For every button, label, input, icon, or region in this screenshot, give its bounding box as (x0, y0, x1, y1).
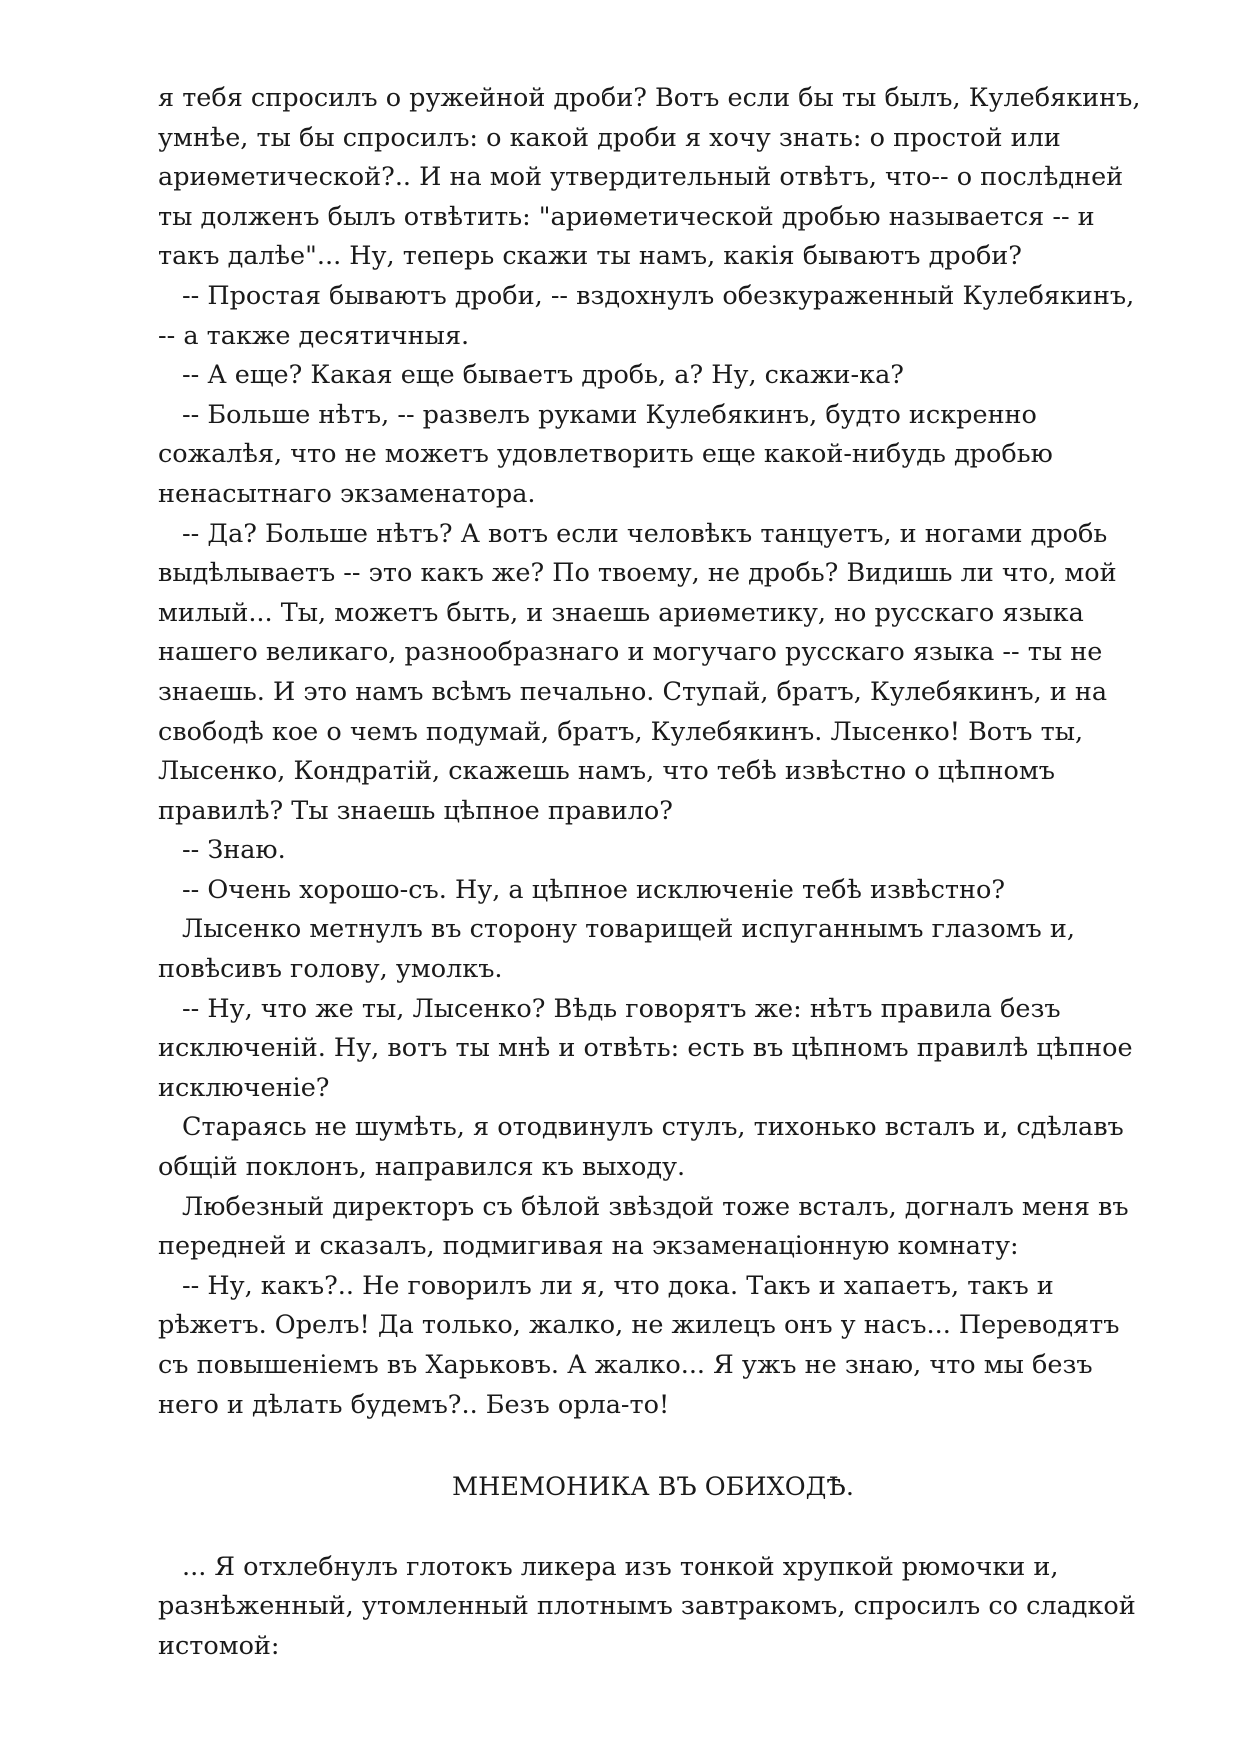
paragraph: Стараясь не шумѣть, я отодвинулъ стулъ, тихонько всталъ и, сдѣлавъ общій поклонъ, направился къ выходу. (158, 1112, 1124, 1183)
paragraph: -- Ну, что же ты, Лысенко? Вѣдь говорятъ же: нѣтъ правила безъ исключеній. Ну, вотъ ты мнѣ и отвѣть: есть въ цѣпномъ правилѣ цѣпное исключеніе? (158, 993, 1133, 1103)
paragraph: ... Я отхлебнулъ глотокъ ликера изъ тонкой хрупкой рюмочки и, разнѣженный, утомленный плотнымъ завтракомъ, спросилъ со сладкой истомой: (158, 1551, 1136, 1661)
paragraph: я тебя спросилъ о ружейной дроби? Вотъ если бы ты былъ, Кулебякинъ, умнѣе, ты бы спросилъ: о какой дроби я хочу знать: о простой или ариѳметической?.. И на мой утвердительный отвѣтъ, что-- о послѣдней ты долженъ былъ отвѣтить: "ариѳметической дробью называется -- и такъ далѣе"... Ну, теперь скажи ты намъ, какія бываютъ дроби? (158, 83, 1141, 272)
spacer (158, 1425, 1148, 1468)
spacer (158, 1508, 1148, 1548)
paragraph: -- Да? Больше нѣтъ? А вотъ если человѣкъ танцуетъ, и ногами дробь выдѣлываетъ -- это какъ же? По твоему, не дробь? Видишь ли что, мой милый... Ты, можетъ быть, и знаешь ариѳметику, но русскаго языка нашего великаго, разнообразнаго и могучаго русскаго языка -- ты не знаешь. И это намъ всѣмъ печально. Ступай, братъ, Кулебякинъ, и на свободѣ кое о чемъ подумай, братъ, Кулебякинъ. Лысенко! Вотъ ты, Лысенко, Кондратій, скажешь намъ, что тебѣ извѣстно о цѣпномъ правилѣ? Ты знаешь цѣпное правило? (158, 518, 1117, 826)
paragraph: -- Знаю. (182, 835, 286, 866)
paragraph: Лысенко метнулъ въ сторону товарищей испуганнымъ глазомъ и, повѣсивъ голову, умолкъ. (158, 914, 1075, 985)
paragraph: -- А еще? Какая еще бываетъ дробь, а? Ну, скажи-ка? (182, 360, 904, 391)
section-title: МНЕМОНИКА ВЪ ОБИХОДѢ. (452, 1472, 854, 1503)
paragraph: -- Ну, какъ?.. Не говорилъ ли я, что дока. Такъ и хапаетъ, такъ и рѣжетъ. Орелъ! Да только, жалко, не жилецъ онъ у насъ... Переводятъ съ повышеніемъ въ Харьковъ. А жалко... Я ужъ не знаю, что мы безъ него и дѣлать будемъ?.. Безъ орла-то! (158, 1270, 1120, 1420)
paragraph: Любезный директоръ съ бѣлой звѣздой тоже всталъ, догналъ меня въ передней и сказалъ, подмигивая на экзаменаціонную комнату: (158, 1191, 1129, 1262)
text-body (158, 79, 1148, 1667)
paragraph: -- Очень хорошо-съ. Ну, а цѣпное исключеніе тебѣ извѣстно? (182, 874, 1006, 905)
paragraph: -- Больше нѣтъ, -- развелъ руками Кулебякинъ, будто искренно сожалѣя, что не можетъ удовлетворить еще какой-нибудь дробью ненасытнаго экзаменатора. (158, 399, 1053, 509)
paragraph: -- Простая бываютъ дроби, -- вздохнулъ обезкураженный Кулебякинъ, -- а также десятичныя. (158, 280, 1135, 351)
